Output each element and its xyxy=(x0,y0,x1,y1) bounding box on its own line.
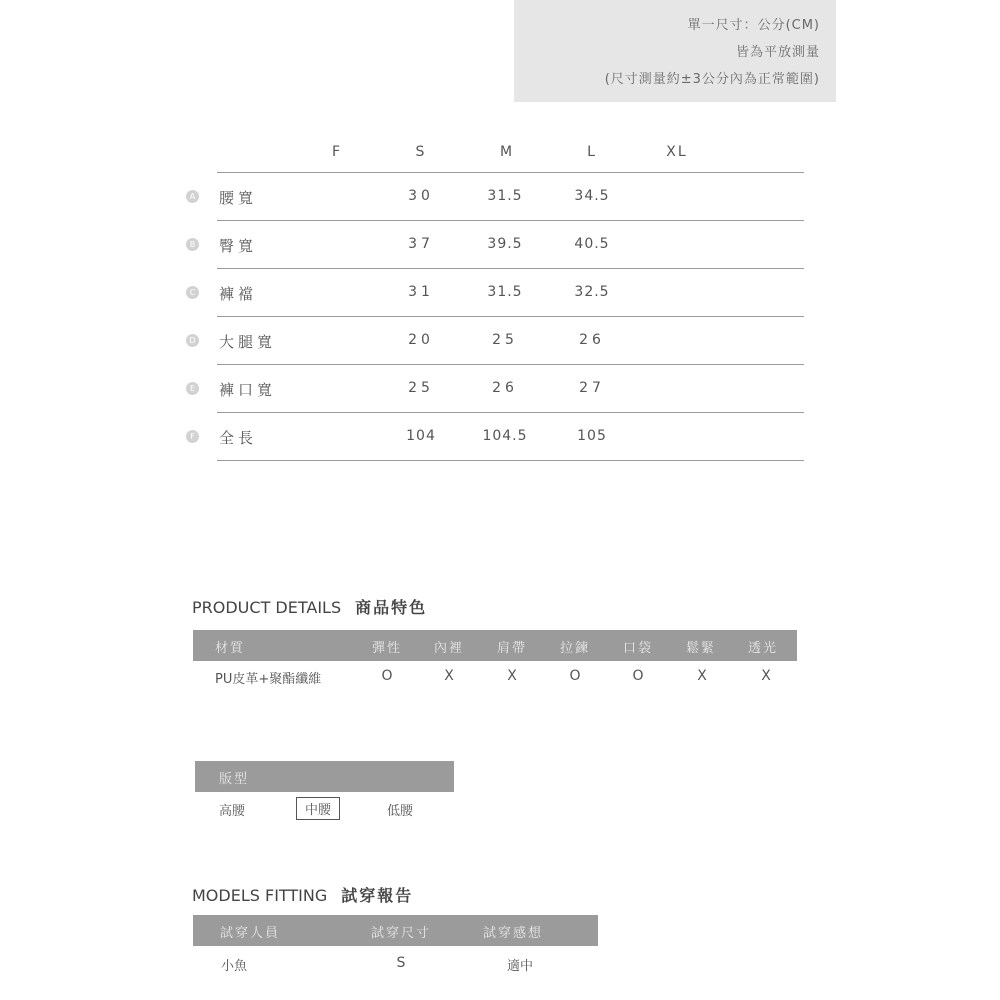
product-details-header xyxy=(193,630,797,661)
value-size-worn: S xyxy=(396,955,406,971)
size-row-waist xyxy=(189,173,804,221)
header-sheerness: 透光 xyxy=(747,641,779,656)
models-fitting-title-en: MODELS FITTING xyxy=(192,886,328,905)
marker-c-icon: C xyxy=(186,286,199,299)
header-elasticity: 彈性 xyxy=(371,641,403,656)
size-table xyxy=(186,140,804,461)
models-fitting-title-cn: 試穿報告 xyxy=(341,886,414,905)
size-value-m: 26 xyxy=(492,380,518,396)
models-fitting-title xyxy=(192,883,413,906)
fit-option-high: 高腰 xyxy=(219,804,246,819)
size-value-l: 26 xyxy=(579,332,605,348)
product-details-title-cn: 商品特色 xyxy=(355,598,428,617)
header-straps: 肩帶 xyxy=(496,641,528,656)
size-row-rise xyxy=(189,269,804,317)
header-pocket: 口袋 xyxy=(622,641,654,656)
fit-option-low: 低腰 xyxy=(387,804,414,819)
fit-header-label: 版型 xyxy=(219,772,250,787)
size-col-s: S xyxy=(415,144,427,160)
fit-option-mid-selected: 中腰 xyxy=(296,797,340,820)
value-pocket: O xyxy=(632,668,644,684)
value-model: 小魚 xyxy=(221,959,248,974)
value-elasticity: O xyxy=(381,668,393,684)
size-value-s: 31 xyxy=(408,284,434,300)
product-details-title-en: PRODUCT DETAILS xyxy=(192,598,342,617)
size-value-m: 31.5 xyxy=(487,188,523,204)
size-row-thigh xyxy=(189,317,804,365)
marker-e-icon: E xyxy=(186,382,199,395)
header-size-worn: 試穿尺寸 xyxy=(371,926,432,941)
value-lining: X xyxy=(444,668,454,684)
header-zipper: 拉鍊 xyxy=(559,641,591,656)
marker-a-icon: A xyxy=(186,190,199,203)
header-feedback: 試穿感想 xyxy=(483,926,544,941)
size-note-box xyxy=(514,0,836,102)
size-row-label: 大腿寬 xyxy=(219,333,277,351)
size-value-s: 25 xyxy=(408,380,434,396)
marker-b-icon: B xyxy=(186,238,199,251)
size-value-l: 32.5 xyxy=(574,284,610,300)
size-value-s: 104 xyxy=(406,428,436,444)
size-row-label: 褲口寬 xyxy=(219,381,277,399)
value-straps: X xyxy=(507,668,517,684)
size-col-m: M xyxy=(499,144,515,160)
value-feedback: 適中 xyxy=(506,959,534,974)
size-col-l: L xyxy=(587,144,597,160)
value-elastic-band: X xyxy=(697,668,707,684)
size-value-s: 37 xyxy=(408,236,434,252)
size-row-label: 全長 xyxy=(219,429,258,447)
size-value-m: 31.5 xyxy=(487,284,523,300)
size-value-s: 20 xyxy=(408,332,434,348)
size-row-label: 腰寬 xyxy=(219,189,258,207)
header-material: 材質 xyxy=(215,641,246,656)
size-col-xl: XL xyxy=(666,144,688,160)
models-fitting-header xyxy=(193,915,598,946)
size-note-method: 皆為平放測量 xyxy=(735,45,820,60)
size-value-s: 30 xyxy=(408,188,434,204)
size-note-unit: 單一尺寸：公分(CM) xyxy=(687,18,820,33)
size-row-length xyxy=(190,413,804,461)
size-table-header xyxy=(217,140,804,173)
value-sheerness: X xyxy=(761,668,771,684)
size-row-label: 褲襠 xyxy=(219,285,258,303)
header-elastic-band: 鬆緊 xyxy=(685,641,717,656)
size-value-m: 25 xyxy=(492,332,518,348)
size-value-l: 34.5 xyxy=(574,188,610,204)
fit-header xyxy=(195,761,454,792)
size-row-hem xyxy=(189,365,804,413)
marker-d-icon: D xyxy=(186,334,199,347)
size-value-l: 27 xyxy=(579,380,605,396)
size-value-m: 104.5 xyxy=(482,428,528,444)
size-row-hip xyxy=(189,221,804,269)
product-details-title xyxy=(192,595,427,618)
value-zipper: O xyxy=(569,668,581,684)
size-row-label: 臀寬 xyxy=(219,237,258,255)
size-value-l: 105 xyxy=(577,428,607,444)
header-model: 試穿人員 xyxy=(220,926,281,941)
size-note-tolerance: (尺寸測量約±3公分內為正常範圍) xyxy=(604,72,820,87)
header-lining: 內裡 xyxy=(433,641,465,656)
value-material: PU皮革+聚酯纖維 xyxy=(215,672,322,687)
size-value-l: 40.5 xyxy=(574,236,610,252)
size-col-f: F xyxy=(331,144,343,160)
marker-f-icon: F xyxy=(186,430,199,443)
size-value-m: 39.5 xyxy=(487,236,523,252)
